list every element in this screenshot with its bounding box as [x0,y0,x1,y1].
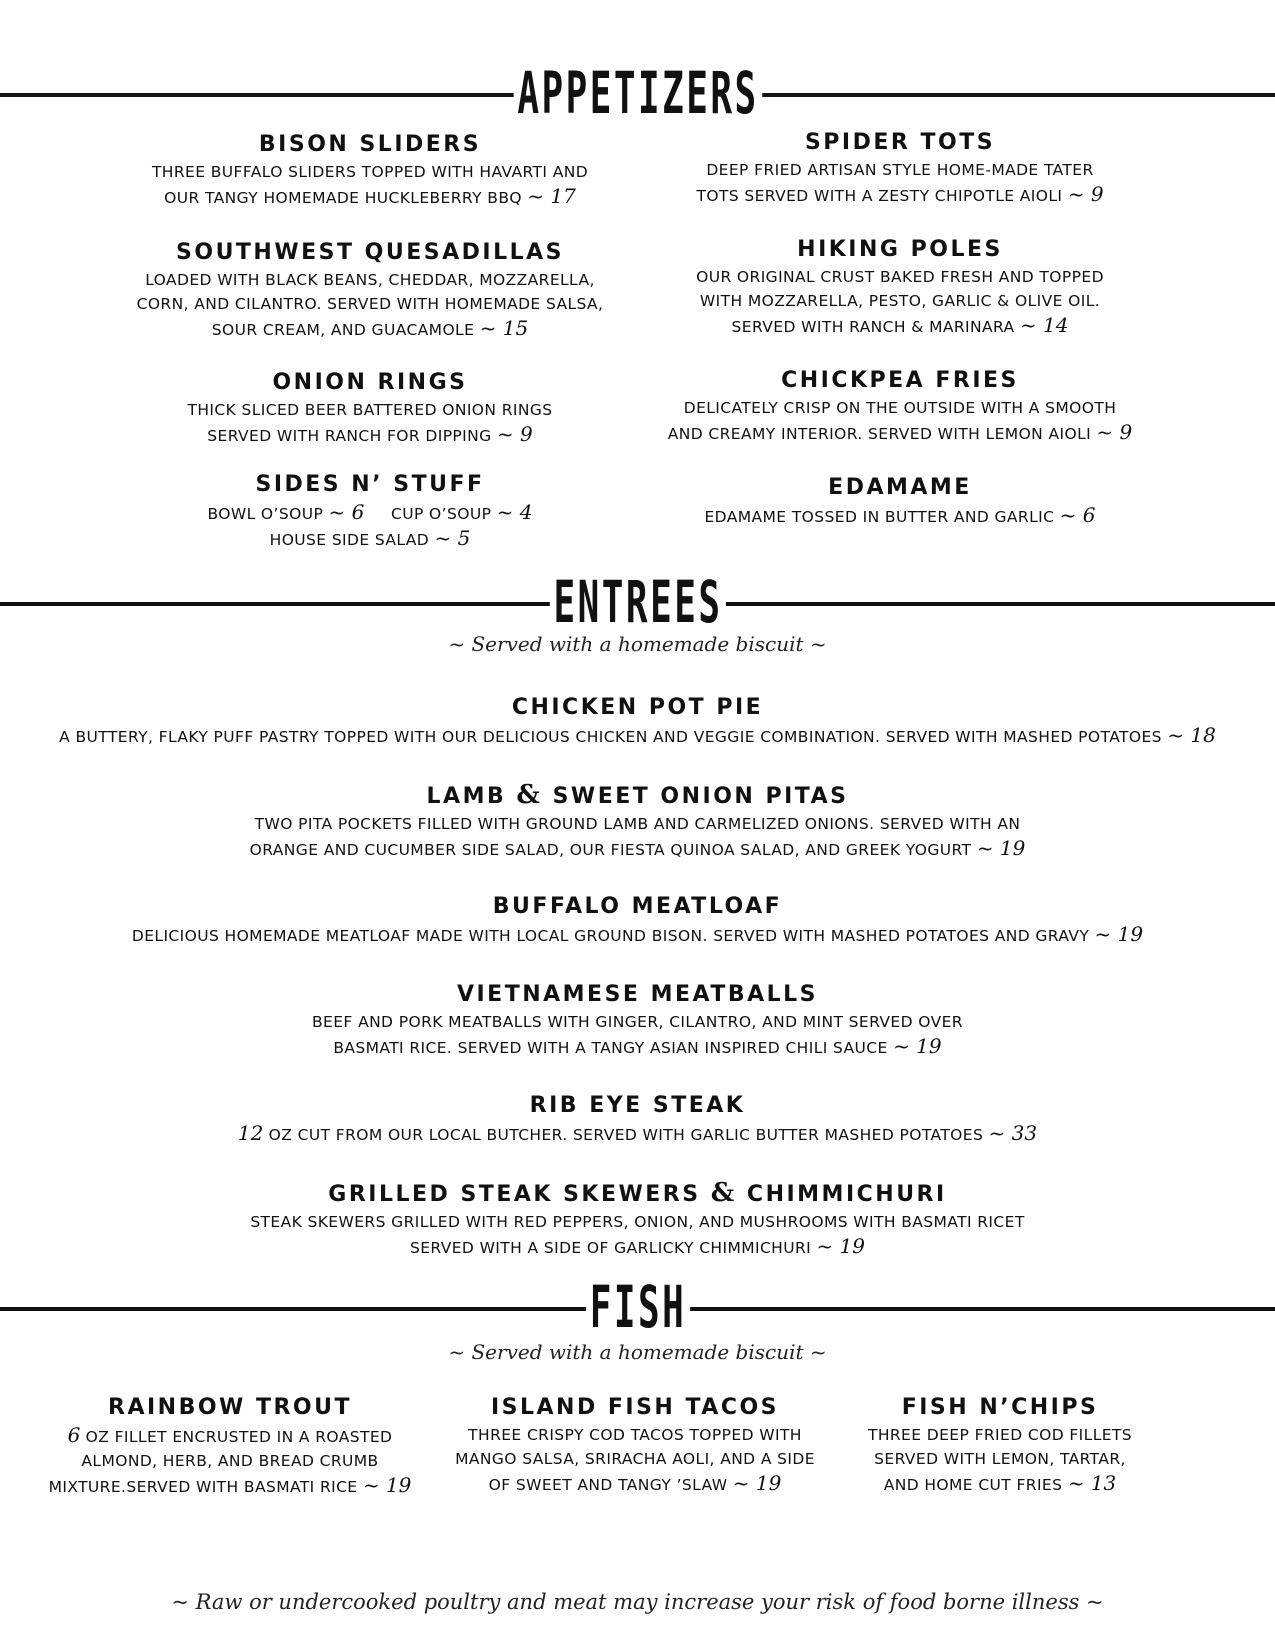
menu-item-grilled-steak-skewers [0,1180,1275,1260]
appetizers-header [0,58,1275,128]
menu-item-spider-tots [640,130,1160,208]
item-name: ONION RINGS [272,370,468,395]
price: ~ 5 [434,526,471,550]
item-name: CHICKPEA FRIES [781,368,1019,393]
item-name: BUFFALO MEATLOAF [492,894,783,919]
menu-item-lamb-sweet-onion-pitas [0,782,1275,862]
price: ~ 9 [1096,420,1133,444]
item-desc: DEEP FRIED ARTISAN STYLE HOME-MADE TATER TOTS SERVED WITH A ZESTY CHIPOTLE AIOLI ~ 9 [696,161,1104,206]
item-desc: STEAK SKEWERS GRILLED WITH RED PEPPERS, ONION, AND MUSHROOMS WITH BASMATI RICET SERVED WITH A SIDE OF GARLICKY CHIMMICHURI ~ 19 [250,1213,1025,1258]
menu-item-hiking-poles [640,237,1160,339]
price: ~ 19 [362,1473,412,1497]
item-name: RIB EYE STEAK [529,1093,746,1118]
item-desc: LOADED WITH BLACK BEANS, CHEDDAR, MOZZARELLA, CORN, AND CILANTRO. SERVED WITH HOMEMADE SALSA, SOUR CREAM, AND GUACAMOLE ~ 15 [136,271,604,340]
item-name: HIKING POLES [797,237,1003,262]
price: ~ 9 [1067,182,1104,206]
price: ~ 19 [893,1034,942,1058]
item-desc: TWO PITA POCKETS FILLED WITH GROUND LAMB AND CARMELIZED ONIONS. SERVED WITH AN ORANGE AND CUCUMBER SIDE SALAD, OUR FIESTA QUINOA SALAD, AND GREEK YOGURT ~ 19 [249,815,1026,860]
menu-item-chickpea-fries [640,368,1160,446]
price: ~ 19 [976,836,1026,860]
price: ~ 19 [1094,922,1144,946]
item-desc: EDAMAME TOSSED IN BUTTER AND GARLIC ~ 6 [704,503,1096,527]
item-desc: OUR ORIGINAL CRUST BAKED FRESH AND TOPPED WITH MOZZARELLA, PESTO, GARLIC & OLIVE OIL. SERVED WITH RANCH & MARINARA ~ 14 [696,268,1104,337]
price: ~ 15 [479,316,529,340]
item-name: GRILLED STEAK SKEWERS & CHIMMICHURI [328,1178,947,1208]
item-name: SOUTHWEST QUESADILLAS [176,240,564,265]
price: ~ 33 [988,1121,1038,1145]
price: ~ 18 [1167,723,1216,747]
section-title: APPETIZERS [513,58,762,128]
item-name: SIDES N’ STUFF [255,472,485,497]
item-desc: BOWL O’SOUP ~ 6 CUP O’SOUP ~ 4 HOUSE SIDE SALAD ~ 5 [207,500,533,550]
section-title: FISH [586,1272,690,1342]
item-desc: THREE BUFFALO SLIDERS TOPPED WITH HAVARTI AND OUR TANGY HOMEMADE HUCKLEBERRY BBQ ~ 17 [151,163,589,208]
menu-item-edamame [640,475,1160,529]
menu-item-chicken-pot-pie [0,695,1275,749]
price: ~ 4 [496,500,533,524]
price: ~ 6 [328,500,365,524]
item-desc: A BUTTERY, FLAKY PUFF PASTRY TOPPED WITH OUR DELICIOUS CHICKEN AND VEGGIE COMBINATION. SERVED WITH MASHED POTATOES ~ 18 [59,723,1216,747]
price: ~ 19 [732,1471,782,1495]
item-desc: THREE CRISPY COD TACOS TOPPED WITH MANGO SALSA, SRIRACHA AOLI, AND A SIDE OF SWEET AND TANGY ’SLAW ~ 19 [455,1426,815,1495]
menu-item-island-fish-tacos [430,1395,840,1497]
fish-header [0,1272,1275,1342]
menu-item-bison-sliders [90,132,650,210]
section-title: ENTREES [549,567,725,637]
fish-subtitle: ~ Served with a homemade biscuit ~ [448,1340,827,1364]
price: ~ 6 [1059,503,1096,527]
item-name: RAINBOW TROUT [108,1395,352,1420]
item-desc: DELICATELY CRISP ON THE OUTSIDE WITH A SMOOTH AND CREAMY INTERIOR. SERVED WITH LEMON AIOLI ~ 9 [667,399,1133,444]
item-name: FISH N’CHIPS [901,1395,1099,1420]
menu-item-southwest-quesadillas [90,240,650,342]
item-desc: BEEF AND PORK MEATBALLS WITH GINGER, CILANTRO, AND MINT SERVED OVER BASMATI RICE. SERVED WITH A TANGY ASIAN INSPIRED CHILI SAUCE ~ 19 [312,1013,963,1058]
menu-item-onion-rings [90,370,650,448]
menu-item-rainbow-trout [20,1395,440,1499]
entrees-header [0,567,1275,637]
item-desc: DELICIOUS HOMEMADE MEATLOAF MADE WITH LOCAL GROUND BISON. SERVED WITH MASHED POTATOES AND GRAVY ~ 19 [131,922,1144,946]
item-name: LAMB & SWEET ONION PITAS [426,780,849,810]
price: ~ 19 [816,1234,866,1258]
item-name: ISLAND FISH TACOS [490,1395,780,1420]
menu-item-fish-n-chips [840,1395,1160,1497]
price: ~ 17 [527,184,576,208]
item-name: EDAMAME [828,475,972,500]
menu-item-rib-eye-steak [0,1093,1275,1147]
item-name: SPIDER TOTS [804,130,996,155]
price: ~ 13 [1067,1471,1117,1495]
price: ~ 14 [1019,313,1069,337]
menu-item-vietnamese-meatballs [0,982,1275,1060]
menu-item-sides-n-stuff [90,472,650,552]
item-name: BISON SLIDERS [258,132,482,157]
item-name: CHICKEN POT PIE [511,695,764,720]
menu-item-buffalo-meatloaf [0,894,1275,948]
entrees-subtitle: ~ Served with a homemade biscuit ~ [448,632,827,656]
item-desc: 12 OZ CUT FROM OUR LOCAL BUTCHER. SERVED WITH GARLIC BUTTER MASHED POTATOES ~ 33 [237,1121,1038,1145]
item-desc: 6 OZ FILLET ENCRUSTED IN A ROASTED ALMOND, HERB, AND BREAD CRUMB MIXTURE.SERVED WITH BASMATI RICE ~ 19 [48,1423,412,1497]
item-desc: THICK SLICED BEER BATTERED ONION RINGS SERVED WITH RANCH FOR DIPPING ~ 9 [187,401,553,446]
item-name: VIETNAMESE MEATBALLS [456,982,819,1007]
health-warning: ~ Raw or undercooked poultry and meat may increase your risk of food borne illness ~ [171,1590,1104,1614]
item-desc: THREE DEEP FRIED COD FILLETS SERVED WITH LEMON, TARTAR, AND HOME CUT FRIES ~ 13 [867,1426,1133,1495]
price: ~ 9 [496,422,533,446]
